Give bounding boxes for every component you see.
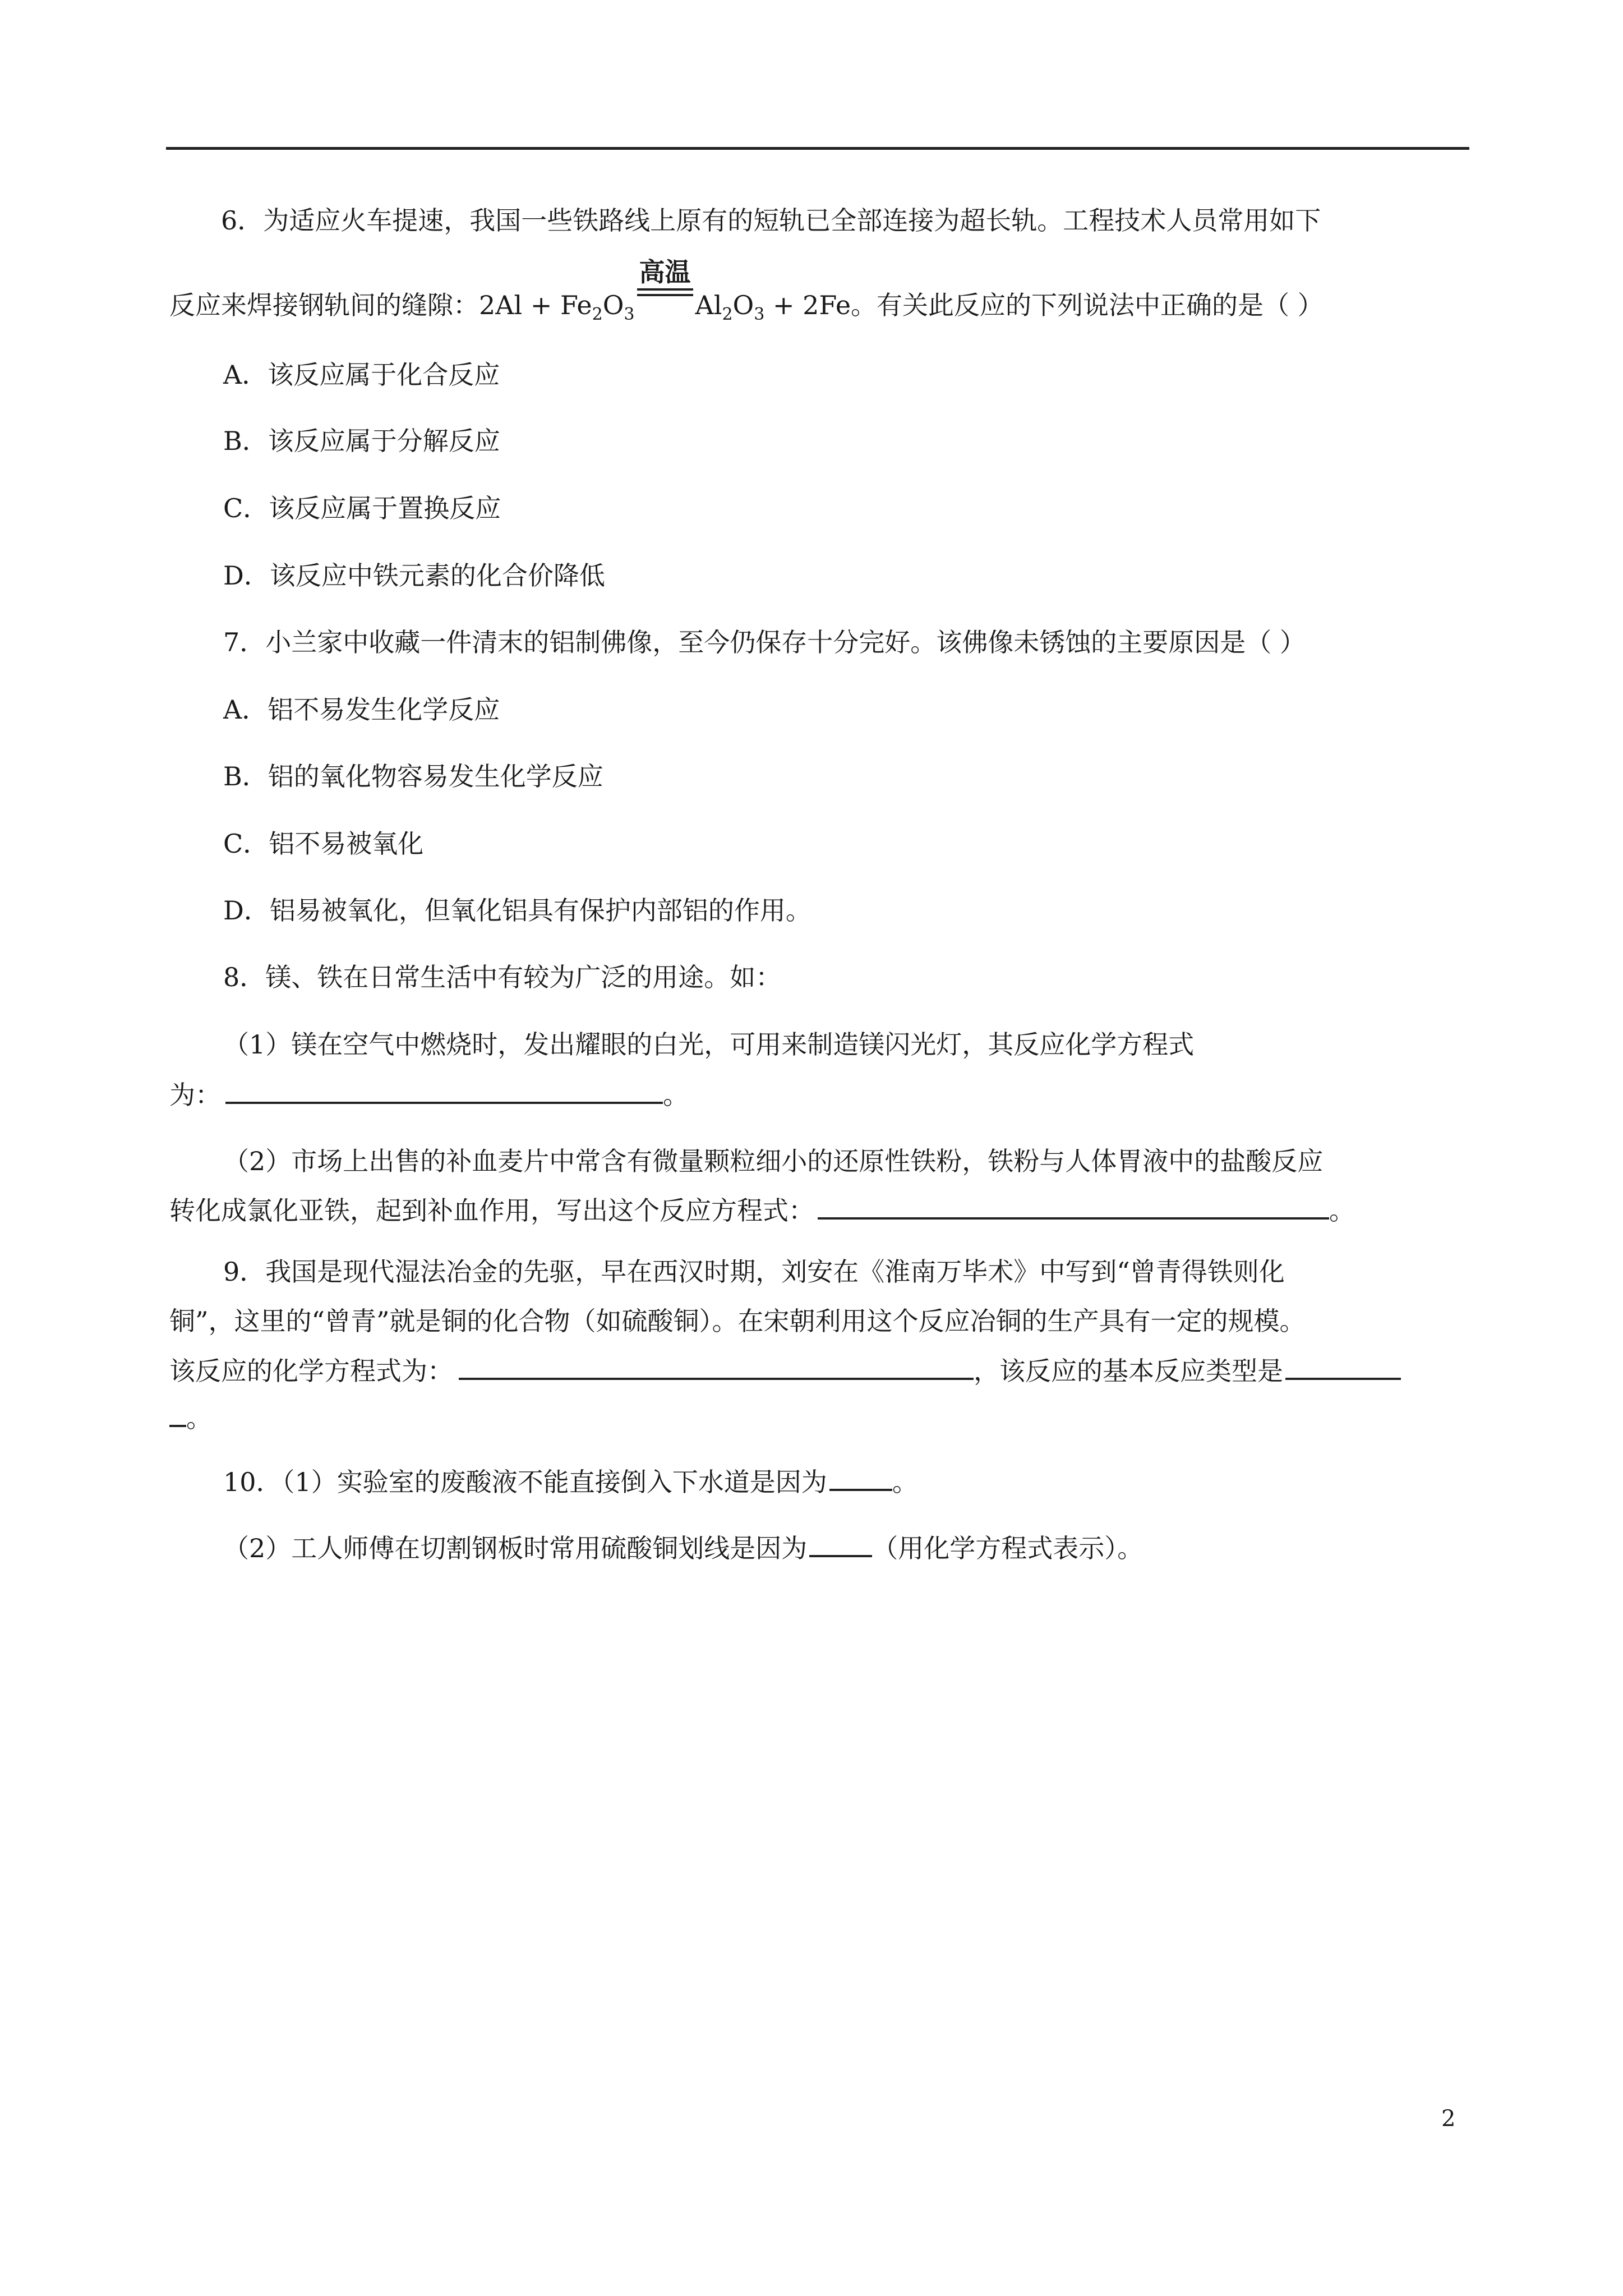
q10-part2 xyxy=(223,1529,1143,1565)
q6-formula-part: O xyxy=(602,290,624,320)
q8-part2-prefix: 转化成氯化亚铁，起到补血作用，写出这个反应方程式： xyxy=(169,1195,814,1226)
q9-reaction-type-prompt: ，该反应的基本反应类型是 xyxy=(974,1356,1283,1386)
q6-text-after-equation: + 2Fe。有关此反应的下列说法中正确的是（ ） xyxy=(764,290,1324,320)
q9-reaction-type-blank[interactable] xyxy=(1285,1352,1401,1380)
q9-stem-line4 xyxy=(169,1399,212,1435)
q10-part1-answer-blank[interactable] xyxy=(829,1463,892,1491)
q6-stem-line2 xyxy=(169,257,1324,332)
q6-option-a: A．该反应属于化合反应 xyxy=(223,360,500,390)
q6-stem-line1: 6．为适应火车提速，我国一些铁路线上原有的短轨已全部连接为超长轨。工程技术人员常用如下 xyxy=(221,205,1321,236)
q9-stem-line2: 铜”，这里的“曾青”就是铜的化合物（如硫酸铜）。在宋朝利用这个反应冶铜的生产具有一定的规模。 xyxy=(169,1306,1306,1336)
q7-option-c: C．铝不易被氧化 xyxy=(223,829,424,859)
q8-part1-answer-blank[interactable] xyxy=(225,1076,663,1104)
q10-part1-text: 10．（1）实验室的废酸液不能直接倒入下水道是因为 xyxy=(223,1467,827,1497)
q9-equation-blank[interactable] xyxy=(459,1352,974,1380)
q7-option-b: B．铝的氧化物容易发生化学反应 xyxy=(223,761,603,792)
q6-text-before-equation: 反应来焊接钢轨间的缝隙：2Al + Fe xyxy=(169,290,592,320)
q7-option-d: D．铝易被氧化，但氧化铝具有保护内部铝的作用。 xyxy=(223,895,811,926)
q9-equation-prompt: 该反应的化学方程式为： xyxy=(169,1356,453,1386)
q8-stem: 8．镁、铁在日常生活中有较为广泛的用途。如： xyxy=(223,962,782,992)
q9-suffix: 。 xyxy=(186,1403,212,1433)
header-rule xyxy=(166,147,1469,150)
q6-subscript: 3 xyxy=(624,305,635,324)
q9-reaction-type-blank-continued[interactable] xyxy=(169,1399,186,1427)
q6-option-d: D．该反应中铁元素的化合价降低 xyxy=(223,560,605,591)
q6-formula-part: Al xyxy=(695,290,722,320)
q6-formula-part: O xyxy=(732,290,754,320)
q6-option-b: B．该反应属于分解反应 xyxy=(223,426,500,456)
q8-part1-suffix: 。 xyxy=(663,1080,689,1110)
q10-part2-suffix: （用化学方程式表示）。 xyxy=(872,1533,1144,1563)
q6-subscript: 3 xyxy=(754,305,765,324)
q8-part2-line1: （2）市场上出售的补血麦片中常含有微量颗粒细小的还原性铁粉，铁粉与人体胃液中的盐酸反应 xyxy=(223,1146,1324,1176)
q7-stem: 7．小兰家中收藏一件清末的铝制佛像，至今仍保存十分完好。该佛像未锈蚀的主要原因是（ ） xyxy=(223,627,1306,657)
q6-subscript: 2 xyxy=(592,305,603,324)
q10-part1 xyxy=(223,1463,918,1499)
q10-part2-answer-blank[interactable] xyxy=(809,1529,872,1557)
q6-option-c: C．该反应属于置换反应 xyxy=(223,493,501,523)
q8-part1-line1: （1）镁在空气中燃烧时，发出耀眼的白光，可用来制造镁闪光灯，其反应化学方程式 xyxy=(223,1029,1195,1060)
q8-part1-prefix: 为： xyxy=(169,1080,221,1110)
q9-stem-line1: 9．我国是现代湿法冶金的先驱，早在西汉时期，刘安在《淮南万毕术》中写到“曾青得铁则化 xyxy=(223,1257,1285,1287)
equals-bar-top xyxy=(637,288,693,291)
reaction-condition-label: 高温 xyxy=(639,257,691,287)
q7-option-a: A．铝不易发生化学反应 xyxy=(223,694,500,725)
q9-stem-line3 xyxy=(169,1352,1401,1388)
q10-part2-text: （2）工人师傅在切割钢板时常用硫酸铜划线是因为 xyxy=(223,1533,808,1563)
q8-part2-answer-blank[interactable] xyxy=(818,1191,1329,1220)
q8-part2-suffix: 。 xyxy=(1329,1195,1355,1226)
q8-part2-line2 xyxy=(169,1191,1355,1227)
equals-bar-bottom xyxy=(637,294,693,296)
q8-part1-line2 xyxy=(169,1076,689,1112)
page-number: 2 xyxy=(1441,2106,1456,2132)
q6-subscript: 2 xyxy=(722,305,733,324)
q10-part1-suffix: 。 xyxy=(892,1467,918,1497)
reaction-condition xyxy=(636,257,694,314)
